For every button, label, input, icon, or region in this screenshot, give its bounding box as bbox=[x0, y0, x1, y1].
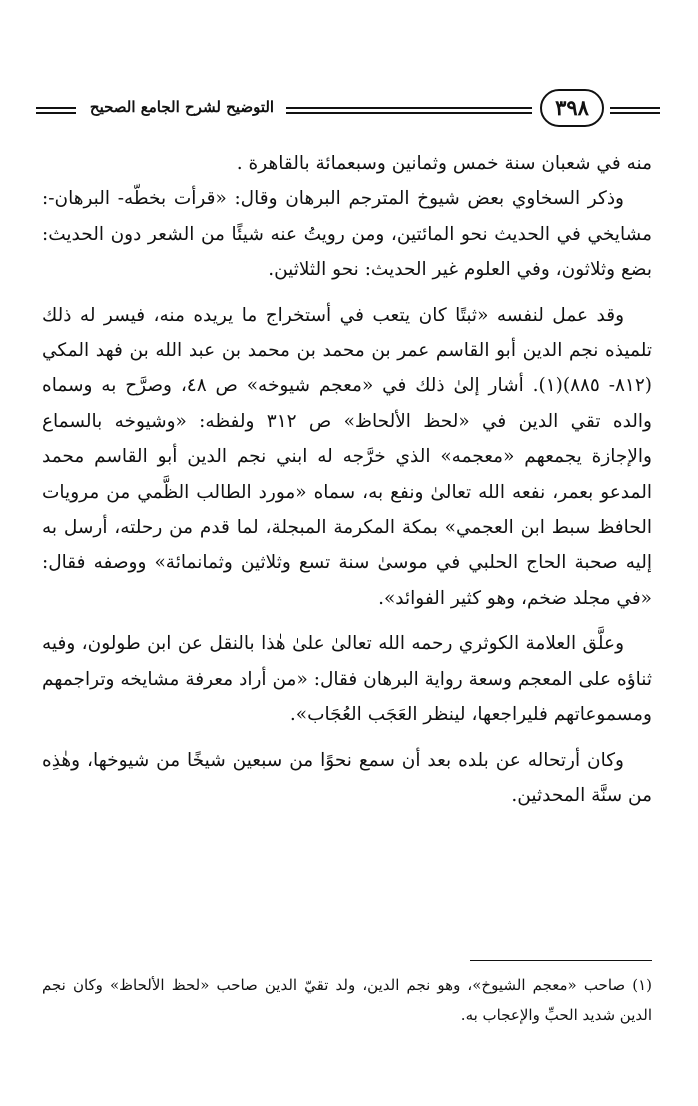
header-rule bbox=[36, 107, 76, 114]
header-rule bbox=[286, 107, 532, 114]
running-header bbox=[36, 88, 660, 132]
footnote-separator bbox=[470, 960, 652, 961]
paragraph: وقد عمل لنفسه «ثبتًا كان يتعب في أستخراج ما يريده منه، فيسر له ذلك تلميذه نجم الدين أبو القاسم عمر بن محمد بن محمد بن عبد الله بن فهد المكي (٨١٢- ٨٨٥)(١). أشار إلىٰ ذلك في «معجم شيوخه» ص ٤٨، وصرَّح به وسماه والده تقي الدين في «لحظ الألحاظ» ص ٣١٢ ولفظه: «وشيوخه بالسماع والإجازة يجمعهم «معجمه» الذي خرَّجه له ابني نجم الدين أبو القاسم محمد المدعو بعمر، نفعه الله تعالىٰ ونفع به، سماه «مورد الطالب الظَّمي من مرويات الحافظ سبط ابن العجمي» بمكة المكرمة المبجلة، لما قدم من رحلته، أرسل به إليه صحبة الحاج الحلبي في موسىٰ سنة تسع وثلاثين وثمانمائة» ووصفه فقال: «في مجلد ضخم، وهو كثير الفوائد». bbox=[42, 304, 652, 609]
footnotes bbox=[42, 970, 652, 1030]
page-number: ٣٩٨ bbox=[540, 89, 604, 127]
footnote: (١) صاحب «معجم الشيوخ»، وهو نجم الدين، ولد تقيّ الدين صاحب «لحظ الألحاظ» وكان نجم الدين شديد الحبِّ والإعجاب به. bbox=[42, 976, 652, 1024]
paragraph: وعلَّق العلامة الكوثري رحمه الله تعالىٰ علىٰ هٰذا بالنقل عن ابن طولون، وفيه ثناؤه على المعجم وسعة رواية البرهان فقال: «من أراد معرفة مشايخه وتراجمهم ومسموعاتهم فليراجعها، لينظر العَجَب العُجَاب». bbox=[42, 633, 652, 726]
paragraph: وذكر السخاوي بعض شيوخ المترجم البرهان وقال: «قرأت بخطّه- البرهان-: مشايخي في الحديث نحو المائتين، ومن رويتُ عنه شيئًا من الشعر دون الحديث: بضع وثلاثون، وفي العلوم غير الحديث: نحو الثلاثين. bbox=[42, 188, 652, 281]
header-rule bbox=[610, 107, 660, 114]
paragraph: وكان أرتحاله عن بلده بعد أن سمع نحوًا من سبعين شيخًا من شيوخها، وهٰذِه من سنَّة المحدثين. bbox=[42, 749, 652, 806]
paragraph: منه في شعبان سنة خمس وثمانين وسبعمائة بالقاهرة . bbox=[236, 153, 652, 174]
body-text bbox=[42, 146, 652, 813]
book-title: التوضيح لشرح الجامع الصحيح bbox=[89, 98, 275, 116]
